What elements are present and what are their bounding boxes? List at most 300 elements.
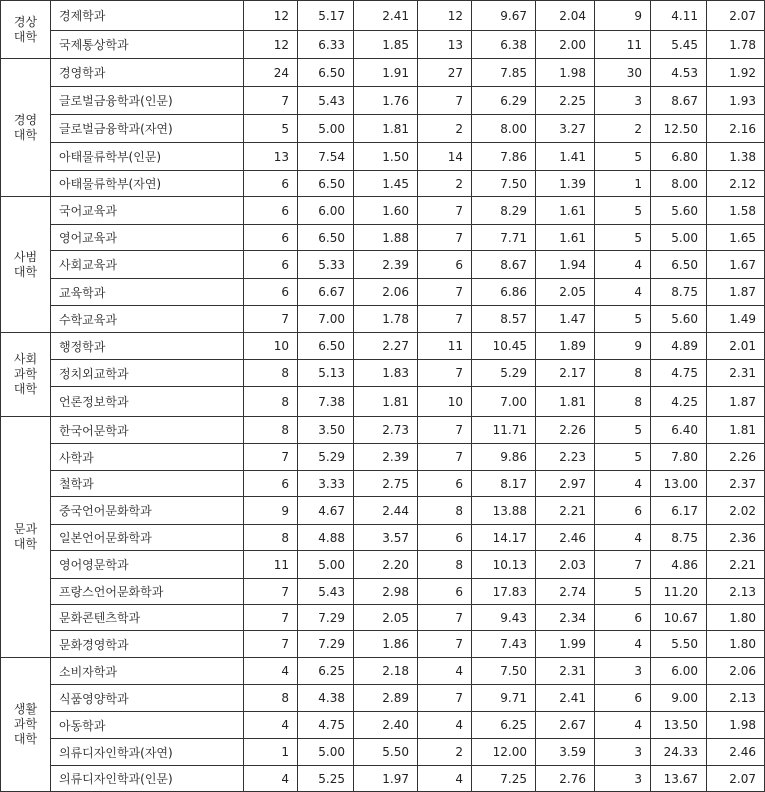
department-name: 소비자학과 — [51, 658, 244, 685]
value-cell: 1.80 — [707, 605, 765, 631]
value-cell: 4 — [418, 766, 472, 792]
department-name: 행정학과 — [51, 333, 244, 360]
college-name-line: 경영 — [13, 112, 38, 127]
value-cell: 1.97 — [354, 766, 418, 792]
value-cell: 1.76 — [354, 87, 418, 115]
college-name — [1, 197, 51, 333]
value-cell: 11 — [595, 31, 651, 59]
value-cell: 1.86 — [354, 631, 418, 658]
value-cell: 1.91 — [354, 59, 418, 87]
value-cell: 2.04 — [536, 1, 595, 31]
value-cell: 5.00 — [298, 551, 354, 579]
table-row — [1, 551, 765, 579]
value-cell: 8 — [244, 525, 298, 551]
department-name: 경제학과 — [51, 1, 244, 31]
value-cell: 8 — [244, 387, 298, 417]
value-cell: 2.67 — [536, 712, 595, 739]
value-cell: 2.41 — [354, 1, 418, 31]
value-cell: 5.29 — [472, 360, 536, 387]
value-cell: 6.80 — [651, 143, 707, 171]
value-cell: 17.83 — [472, 579, 536, 605]
value-cell: 13 — [418, 31, 472, 59]
table-row — [1, 59, 765, 87]
value-cell: 6.50 — [298, 225, 354, 251]
value-cell: 2.17 — [536, 360, 595, 387]
value-cell: 9.86 — [472, 444, 536, 471]
value-cell: 4 — [595, 525, 651, 551]
value-cell: 6 — [244, 171, 298, 197]
value-cell: 4 — [244, 658, 298, 685]
value-cell: 12.00 — [472, 739, 536, 766]
value-cell: 6 — [244, 471, 298, 497]
value-cell: 5 — [595, 197, 651, 225]
value-cell: 2.12 — [707, 171, 765, 197]
value-cell: 7 — [244, 444, 298, 471]
department-name: 아동학과 — [51, 712, 244, 739]
value-cell: 7.80 — [651, 444, 707, 471]
value-cell: 7 — [244, 306, 298, 333]
table-row — [1, 279, 765, 306]
value-cell: 2.23 — [536, 444, 595, 471]
department-name: 정치외교학과 — [51, 360, 244, 387]
table-row — [1, 197, 765, 225]
value-cell: 3.33 — [298, 471, 354, 497]
value-cell: 2.39 — [354, 251, 418, 279]
value-cell: 5.17 — [298, 1, 354, 31]
value-cell: 8.67 — [472, 251, 536, 279]
value-cell: 7.43 — [472, 631, 536, 658]
value-cell: 1.67 — [707, 251, 765, 279]
value-cell: 1.47 — [536, 306, 595, 333]
value-cell: 4 — [595, 471, 651, 497]
value-cell: 6 — [244, 225, 298, 251]
value-cell: 11 — [418, 333, 472, 360]
value-cell: 1.78 — [707, 31, 765, 59]
value-cell: 7.71 — [472, 225, 536, 251]
value-cell: 6 — [418, 579, 472, 605]
value-cell: 2.75 — [354, 471, 418, 497]
college-name — [1, 333, 51, 417]
value-cell: 2.31 — [536, 658, 595, 685]
table-row — [1, 115, 765, 143]
value-cell: 2.26 — [536, 417, 595, 444]
college-name-line: 문과 — [13, 522, 38, 536]
value-cell: 2.06 — [354, 279, 418, 306]
value-cell: 8.00 — [651, 171, 707, 197]
value-cell: 2.05 — [536, 279, 595, 306]
value-cell: 5.13 — [298, 360, 354, 387]
value-cell: 1.99 — [536, 631, 595, 658]
value-cell: 7 — [418, 631, 472, 658]
value-cell: 2.21 — [707, 551, 765, 579]
value-cell: 4 — [418, 712, 472, 739]
value-cell: 30 — [595, 59, 651, 87]
value-cell: 2.06 — [707, 658, 765, 685]
department-name: 언론정보학과 — [51, 387, 244, 417]
value-cell: 8.75 — [651, 525, 707, 551]
value-cell: 5 — [595, 143, 651, 171]
value-cell: 6 — [595, 685, 651, 712]
value-cell: 9 — [595, 1, 651, 31]
college-name-line: 대학 — [13, 732, 38, 746]
college-name-line: 대학 — [13, 537, 38, 551]
value-cell: 1.83 — [354, 360, 418, 387]
value-cell: 2.34 — [536, 605, 595, 631]
table-row — [1, 171, 765, 197]
value-cell: 5.25 — [298, 766, 354, 792]
value-cell: 13.50 — [651, 712, 707, 739]
value-cell: 2.74 — [536, 579, 595, 605]
value-cell: 2.40 — [354, 712, 418, 739]
table-row — [1, 31, 765, 59]
value-cell: 4 — [244, 712, 298, 739]
value-cell: 7 — [244, 87, 298, 115]
value-cell: 1 — [595, 171, 651, 197]
value-cell: 14 — [418, 143, 472, 171]
value-cell: 5.33 — [298, 251, 354, 279]
value-cell: 8 — [244, 685, 298, 712]
value-cell: 1.38 — [707, 143, 765, 171]
value-cell: 10.45 — [472, 333, 536, 360]
table-row — [1, 306, 765, 333]
value-cell: 2.05 — [354, 605, 418, 631]
value-cell: 7.50 — [472, 171, 536, 197]
value-cell: 7 — [418, 444, 472, 471]
value-cell: 7 — [244, 579, 298, 605]
value-cell: 7 — [244, 605, 298, 631]
value-cell: 7.00 — [472, 387, 536, 417]
value-cell: 1.89 — [536, 333, 595, 360]
value-cell: 1.58 — [707, 197, 765, 225]
value-cell: 6.86 — [472, 279, 536, 306]
college-name-line: 대학 — [13, 29, 38, 44]
value-cell: 10 — [244, 333, 298, 360]
value-cell: 6.50 — [651, 251, 707, 279]
value-cell: 7.29 — [298, 605, 354, 631]
department-name: 국어교육과 — [51, 197, 244, 225]
college-name-line: 사범 — [13, 249, 38, 264]
value-cell: 3 — [595, 739, 651, 766]
college-name-line: 과학 — [13, 717, 38, 731]
value-cell: 2.13 — [707, 685, 765, 712]
table-row — [1, 712, 765, 739]
value-cell: 8 — [418, 551, 472, 579]
department-name: 의류디자인학과(자연) — [51, 739, 244, 766]
value-cell: 6.00 — [651, 658, 707, 685]
value-cell: 1.81 — [536, 387, 595, 417]
value-cell: 8 — [244, 417, 298, 444]
department-name: 영어영문학과 — [51, 551, 244, 579]
value-cell: 2.01 — [707, 333, 765, 360]
college-name-line: 사회 — [13, 352, 38, 366]
value-cell: 5.43 — [298, 579, 354, 605]
department-name: 프랑스언어문화학과 — [51, 579, 244, 605]
value-cell: 4 — [418, 658, 472, 685]
department-name: 사학과 — [51, 444, 244, 471]
value-cell: 7 — [418, 197, 472, 225]
value-cell: 1.41 — [536, 143, 595, 171]
value-cell: 4.86 — [651, 551, 707, 579]
value-cell: 5 — [595, 417, 651, 444]
value-cell: 2.97 — [536, 471, 595, 497]
value-cell: 1.50 — [354, 143, 418, 171]
value-cell: 1.80 — [707, 631, 765, 658]
value-cell: 5 — [244, 115, 298, 143]
value-cell: 1.92 — [707, 59, 765, 87]
value-cell: 1.60 — [354, 197, 418, 225]
value-cell: 2.37 — [707, 471, 765, 497]
value-cell: 2.16 — [707, 115, 765, 143]
value-cell: 1.81 — [707, 417, 765, 444]
value-cell: 9.67 — [472, 1, 536, 31]
department-name: 수학교육과 — [51, 306, 244, 333]
value-cell: 2.25 — [536, 87, 595, 115]
value-cell: 2.46 — [536, 525, 595, 551]
value-cell: 2.18 — [354, 658, 418, 685]
value-cell: 6.33 — [298, 31, 354, 59]
value-cell: 6 — [418, 471, 472, 497]
table-row — [1, 471, 765, 497]
value-cell: 1.49 — [707, 306, 765, 333]
value-cell: 6 — [244, 279, 298, 306]
value-cell: 10.13 — [472, 551, 536, 579]
value-cell: 8.29 — [472, 197, 536, 225]
value-cell: 2.39 — [354, 444, 418, 471]
value-cell: 6 — [418, 251, 472, 279]
value-cell: 8.67 — [651, 87, 707, 115]
value-cell: 1.39 — [536, 171, 595, 197]
department-name: 영어교육과 — [51, 225, 244, 251]
value-cell: 2.20 — [354, 551, 418, 579]
value-cell: 10 — [418, 387, 472, 417]
value-cell: 13.88 — [472, 497, 536, 525]
table-row — [1, 360, 765, 387]
table-row — [1, 417, 765, 444]
value-cell: 2 — [595, 115, 651, 143]
value-cell: 4.75 — [298, 712, 354, 739]
value-cell: 8 — [244, 360, 298, 387]
department-name: 국제통상학과 — [51, 31, 244, 59]
table-row — [1, 605, 765, 631]
value-cell: 11 — [244, 551, 298, 579]
value-cell: 7 — [418, 87, 472, 115]
value-cell: 12.50 — [651, 115, 707, 143]
college-name-line: 생활 — [13, 702, 38, 716]
value-cell: 8.57 — [472, 306, 536, 333]
value-cell: 1.93 — [707, 87, 765, 115]
value-cell: 2.07 — [707, 766, 765, 792]
value-cell: 6 — [595, 605, 651, 631]
value-cell: 2.27 — [354, 333, 418, 360]
value-cell: 6.29 — [472, 87, 536, 115]
value-cell: 1 — [244, 739, 298, 766]
value-cell: 5 — [595, 444, 651, 471]
table-row — [1, 87, 765, 115]
college-name-line: 대학 — [13, 382, 38, 396]
college-name-line: 대학 — [13, 127, 38, 142]
value-cell: 27 — [418, 59, 472, 87]
value-cell: 1.78 — [354, 306, 418, 333]
value-cell: 1.98 — [536, 59, 595, 87]
value-cell: 7 — [418, 306, 472, 333]
value-cell: 1.61 — [536, 197, 595, 225]
value-cell: 3 — [595, 766, 651, 792]
table-row — [1, 579, 765, 605]
value-cell: 2.36 — [707, 525, 765, 551]
table-row — [1, 387, 765, 417]
department-name: 글로벌금융학과(인문) — [51, 87, 244, 115]
value-cell: 4.25 — [651, 387, 707, 417]
value-cell: 1.61 — [536, 225, 595, 251]
value-cell: 9.71 — [472, 685, 536, 712]
value-cell: 12 — [244, 1, 298, 31]
value-cell: 1.88 — [354, 225, 418, 251]
value-cell: 6.40 — [651, 417, 707, 444]
value-cell: 3 — [595, 658, 651, 685]
department-name: 아태물류학부(인문) — [51, 143, 244, 171]
table-row — [1, 525, 765, 551]
value-cell: 24 — [244, 59, 298, 87]
department-name: 일본언어문화학과 — [51, 525, 244, 551]
value-cell: 8 — [418, 497, 472, 525]
value-cell: 7.29 — [298, 631, 354, 658]
value-cell: 4.88 — [298, 525, 354, 551]
value-cell: 14.17 — [472, 525, 536, 551]
value-cell: 7.50 — [472, 658, 536, 685]
value-cell: 10.67 — [651, 605, 707, 631]
value-cell: 12 — [244, 31, 298, 59]
college-name — [1, 417, 51, 658]
value-cell: 4 — [595, 279, 651, 306]
value-cell: 6 — [418, 525, 472, 551]
table-row — [1, 251, 765, 279]
value-cell: 13.67 — [651, 766, 707, 792]
value-cell: 13 — [244, 143, 298, 171]
value-cell: 4.53 — [651, 59, 707, 87]
college-name — [1, 658, 51, 792]
table-row — [1, 143, 765, 171]
value-cell: 8.00 — [472, 115, 536, 143]
value-cell: 2.73 — [354, 417, 418, 444]
value-cell: 1.85 — [354, 31, 418, 59]
value-cell: 6.38 — [472, 31, 536, 59]
value-cell: 8.17 — [472, 471, 536, 497]
value-cell: 2.03 — [536, 551, 595, 579]
value-cell: 7 — [244, 631, 298, 658]
department-name: 한국어문학과 — [51, 417, 244, 444]
value-cell: 1.87 — [707, 387, 765, 417]
department-name: 식품영양학과 — [51, 685, 244, 712]
value-cell: 3.27 — [536, 115, 595, 143]
value-cell: 5.60 — [651, 197, 707, 225]
value-cell: 2.07 — [707, 1, 765, 31]
table-row — [1, 497, 765, 525]
table-row — [1, 685, 765, 712]
value-cell: 8.75 — [651, 279, 707, 306]
value-cell: 3.57 — [354, 525, 418, 551]
value-cell: 4.67 — [298, 497, 354, 525]
value-cell: 7 — [418, 685, 472, 712]
value-cell: 5.60 — [651, 306, 707, 333]
value-cell: 7.85 — [472, 59, 536, 87]
table-row — [1, 333, 765, 360]
value-cell: 6.67 — [298, 279, 354, 306]
value-cell: 4.75 — [651, 360, 707, 387]
value-cell: 13.00 — [651, 471, 707, 497]
value-cell: 8 — [595, 360, 651, 387]
table-row — [1, 225, 765, 251]
value-cell: 5.29 — [298, 444, 354, 471]
college-name-line: 과학 — [13, 367, 38, 381]
value-cell: 4.89 — [651, 333, 707, 360]
table-body — [1, 1, 765, 792]
department-name: 중국언어문화학과 — [51, 497, 244, 525]
college-name — [1, 1, 51, 59]
value-cell: 2.76 — [536, 766, 595, 792]
value-cell: 24.33 — [651, 739, 707, 766]
value-cell: 4.38 — [298, 685, 354, 712]
value-cell: 7 — [418, 225, 472, 251]
value-cell: 2 — [418, 115, 472, 143]
value-cell: 6 — [595, 497, 651, 525]
department-name: 문화콘텐츠학과 — [51, 605, 244, 631]
value-cell: 6.25 — [472, 712, 536, 739]
table-row — [1, 658, 765, 685]
value-cell: 11.71 — [472, 417, 536, 444]
value-cell: 6.50 — [298, 171, 354, 197]
department-name: 경영학과 — [51, 59, 244, 87]
value-cell: 2.98 — [354, 579, 418, 605]
value-cell: 3.50 — [298, 417, 354, 444]
value-cell: 4 — [244, 766, 298, 792]
value-cell: 7.00 — [298, 306, 354, 333]
value-cell: 4.11 — [651, 1, 707, 31]
table-row — [1, 766, 765, 792]
table-row — [1, 739, 765, 766]
value-cell: 5.43 — [298, 87, 354, 115]
value-cell: 5.45 — [651, 31, 707, 59]
value-cell: 11.20 — [651, 579, 707, 605]
value-cell: 6.00 — [298, 197, 354, 225]
value-cell: 1.87 — [707, 279, 765, 306]
value-cell: 2.31 — [707, 360, 765, 387]
value-cell: 7 — [595, 551, 651, 579]
department-name: 의류디자인학과(인문) — [51, 766, 244, 792]
table-row — [1, 631, 765, 658]
value-cell: 2.13 — [707, 579, 765, 605]
value-cell: 7.38 — [298, 387, 354, 417]
value-cell: 12 — [418, 1, 472, 31]
table-row — [1, 444, 765, 471]
value-cell: 6.50 — [298, 59, 354, 87]
college-name-line: 경상 — [13, 14, 38, 29]
value-cell: 1.81 — [354, 387, 418, 417]
table-row — [1, 1, 765, 31]
value-cell: 5.00 — [298, 739, 354, 766]
value-cell: 4 — [595, 712, 651, 739]
value-cell: 2.21 — [536, 497, 595, 525]
value-cell: 1.81 — [354, 115, 418, 143]
value-cell: 5.50 — [354, 739, 418, 766]
value-cell: 3 — [595, 87, 651, 115]
value-cell: 5 — [595, 579, 651, 605]
department-name: 철학과 — [51, 471, 244, 497]
value-cell: 6 — [244, 197, 298, 225]
value-cell: 7 — [418, 279, 472, 306]
value-cell: 6.25 — [298, 658, 354, 685]
value-cell: 2 — [418, 171, 472, 197]
value-cell: 2 — [418, 739, 472, 766]
